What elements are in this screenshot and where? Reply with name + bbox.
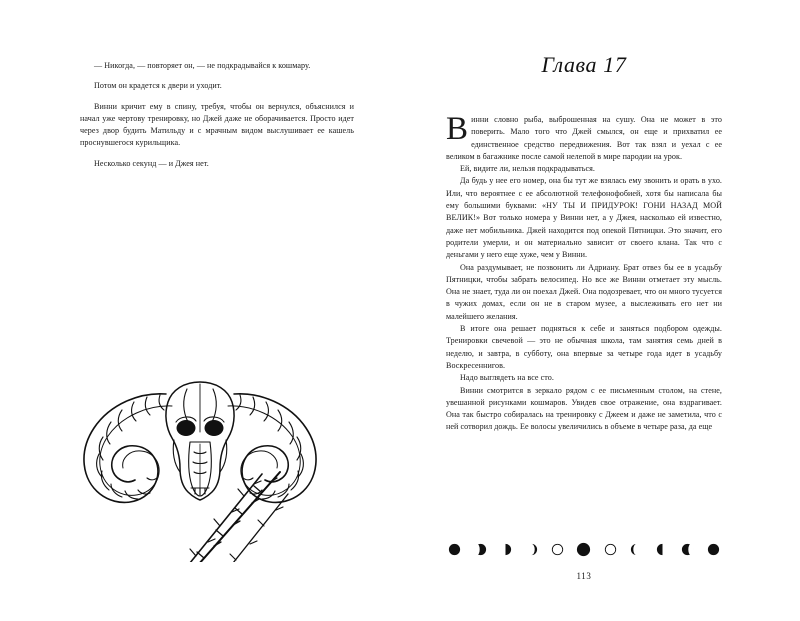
moon-waxing-crescent-icon: [630, 543, 643, 556]
moon-new-icon: [604, 543, 617, 556]
moon-full-icon: [448, 543, 461, 556]
paragraph: В итоге она решает подняться к себе и заняться подбором одежды. Тренировки свечевой — это не обычная школа, там занятия семь дней в неделю, и завтра, в субботу, она впервые за четыре года идет в усадьбу Воскресеннигов.: [446, 324, 722, 370]
ram-skull-illustration: [48, 282, 348, 562]
moon-waxing-gibbous-icon: [681, 543, 694, 556]
moon-last-quarter-icon: [499, 543, 512, 556]
paragraph-spacer: [80, 72, 354, 80]
paragraph: Она раздумывает, не позвонить ли Адриану. Брат отвез бы ее в усадьбу Пятницки, чтобы забрать велосипед. Но все же Винни отметает эту мысль. Она не знает, туда ли он поехал Джей. Она подозревает, что он много тусуется в чужих домах, если он не в старом музее, а выслеживать его нет ни малейшего желания.: [446, 262, 722, 321]
moon-waning-gibbous-icon: [474, 543, 487, 556]
moon-full-icon: [707, 543, 720, 556]
paragraph-spacer: [80, 93, 354, 101]
right-page: [400, 0, 800, 621]
chapter-title: Глава 17: [541, 52, 627, 77]
paragraph: Надо выглядеть на все сто.: [460, 373, 554, 383]
paragraph: Винни кричит ему в спину, требуя, чтобы он вернулся, объяснился и начал уже чертову тренировку, но Джей даже не оборачивается. Просто идет через двор будить Матильду и с мрачным видом выслушивает ее кашель проснувшегося курильщика.: [80, 101, 354, 148]
opening-paragraph-text: инни словно рыба, выброшенная на сушу. Она не может в это поверить. Мало того что Джей смылся, он еще и прихватил ее единственное средство передвижения. Вот так взял и уехал с ее великом в багажнике после самой нелепой в мире пародии на урок.: [446, 115, 722, 161]
opening-paragraph: [446, 111, 722, 163]
moon-first-quarter-icon: [656, 543, 669, 556]
page-number: 113: [576, 571, 592, 581]
paragraph: Да будь у нее его номер, она бы тут же взялась ему звонить и орать в ухо. Или, что вероятнее с ее абсолютной телефонофобией, хотя бы написала бы ему большими буквами: «НУ ТЫ И ПРИДУРОК! ГОНИ НАЗАД МОЙ ВЕЛИК!» Вот только номера у Винни нет, а у Джея, насколько ей известно, даже нет мобильника. Джей находится под опекой Пятницки. Это значит, его родители умерли, и он материально зависит от своего клана. Так что с деньгами у него еще хуже, чем у Винни.: [446, 176, 722, 260]
moon-new-icon: [551, 543, 564, 556]
paragraph-spacer: [80, 150, 354, 158]
moon-waning-crescent-icon: [525, 543, 538, 556]
moon-phases-ornament: [446, 542, 722, 557]
drop-cap: В: [446, 111, 469, 147]
ram-skull-with-thorn-branches-icon: [48, 282, 348, 562]
page-footer: [446, 542, 722, 581]
paragraph: Ей, видите ли, нельзя подкрадываться.: [460, 164, 595, 174]
paragraph: Несколько секунд — и Джея нет.: [94, 158, 209, 168]
paragraph: Винни смотрится в зеркало рядом с ее письменным столом, на стене, увешанной рисунками кошмаров. Увидев свое отражение, она вздрагивает. Она так быстро собиралась на тренировку с Джеем и даже не заметила, что с ней сотворил дождь. Ее волосы увеличились в объеме в четыре раза, да еще: [446, 385, 722, 432]
moon-full-icon: [576, 542, 591, 557]
paragraph: Потом он крадется к двери и уходит.: [94, 81, 222, 91]
paragraph: — Никогда, — повторяет он, — не подкрадывайся к кошмару.: [94, 61, 311, 70]
